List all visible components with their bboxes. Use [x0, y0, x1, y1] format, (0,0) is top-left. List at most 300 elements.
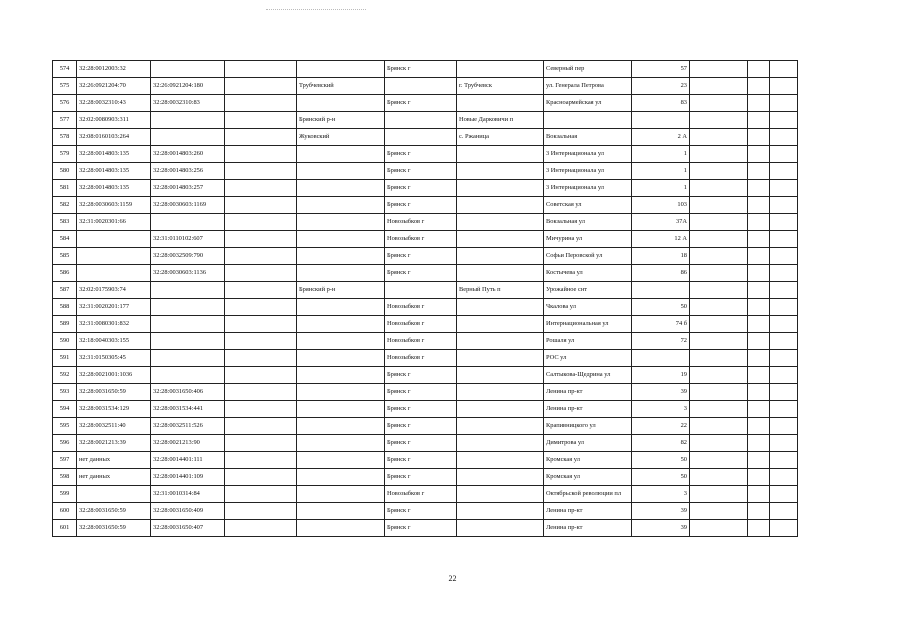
settlement-cell: [457, 418, 544, 435]
cadastral-number-2-cell: [151, 367, 225, 384]
house-number-cell: 37А: [632, 214, 690, 231]
cadastral-number-2-cell: 32:28:0014401:111: [151, 452, 225, 469]
empty-cell: [690, 163, 748, 180]
house-number-cell: 50: [632, 299, 690, 316]
cadastral-number-2-cell: [151, 112, 225, 129]
empty-cell: [690, 129, 748, 146]
settlement-cell: [457, 95, 544, 112]
city-cell: Брянск г: [385, 435, 457, 452]
district-cell: [297, 469, 385, 486]
table-row: [53, 163, 826, 180]
street-cell: Чкалова ул: [544, 299, 632, 316]
city-cell: Новозыбков г: [385, 486, 457, 503]
cadastral-number-2-cell: 32:26:0921204:180: [151, 78, 225, 95]
city-cell: [385, 129, 457, 146]
row-number-cell: 584: [53, 231, 77, 248]
empty-cell: [225, 401, 297, 418]
empty-cell: [748, 384, 770, 401]
empty-cell: [770, 197, 798, 214]
city-cell: Брянск г: [385, 367, 457, 384]
district-cell: [297, 520, 385, 537]
city-cell: Брянск г: [385, 248, 457, 265]
empty-cell: [690, 367, 748, 384]
street-cell: Салтыкова-Щедрина ул: [544, 367, 632, 384]
empty-cell: [690, 265, 748, 282]
empty-cell: [690, 95, 748, 112]
row-number-cell: 591: [53, 350, 77, 367]
cadastral-number-2-cell: [151, 129, 225, 146]
empty-cell: [690, 486, 748, 503]
district-cell: [297, 265, 385, 282]
house-number-cell: [632, 282, 690, 299]
house-number-cell: 39: [632, 503, 690, 520]
settlement-cell: с. Ржаница: [457, 129, 544, 146]
street-cell: 3 Интернационала ул: [544, 180, 632, 197]
table-row: [53, 282, 826, 299]
empty-cell: [748, 333, 770, 350]
row-number-cell: 589: [53, 316, 77, 333]
empty-cell: [770, 146, 798, 163]
empty-cell: [225, 299, 297, 316]
empty-cell: [748, 435, 770, 452]
empty-cell: [225, 367, 297, 384]
city-cell: Новозыбков г: [385, 231, 457, 248]
empty-cell: [748, 452, 770, 469]
empty-cell: [748, 520, 770, 537]
empty-cell: [690, 231, 748, 248]
street-cell: Димитрова ул: [544, 435, 632, 452]
table-row: [53, 384, 826, 401]
district-cell: [297, 316, 385, 333]
house-number-cell: 3: [632, 401, 690, 418]
table-row: [53, 367, 826, 384]
empty-cell: [225, 503, 297, 520]
row-number-cell: 578: [53, 129, 77, 146]
table-row: [53, 112, 826, 129]
cadastral-number-2-cell: [151, 299, 225, 316]
row-number-cell: 588: [53, 299, 77, 316]
empty-cell: [748, 214, 770, 231]
city-cell: Брянск г: [385, 197, 457, 214]
district-cell: [297, 180, 385, 197]
row-number-cell: 596: [53, 435, 77, 452]
street-cell: Ленина пр-кт: [544, 384, 632, 401]
empty-cell: [225, 265, 297, 282]
cadastral-number-2-cell: 32:28:0014803:257: [151, 180, 225, 197]
cadastral-number-2-cell: [151, 333, 225, 350]
empty-cell: [770, 78, 798, 95]
cadastral-number-2-cell: 32:28:0032310:83: [151, 95, 225, 112]
property-registry-table: [52, 60, 826, 537]
empty-cell: [225, 78, 297, 95]
street-cell: Крапивницкого ул: [544, 418, 632, 435]
cadastral-number-2-cell: 32:31:0010314:84: [151, 486, 225, 503]
empty-cell: [770, 452, 798, 469]
empty-cell: [690, 299, 748, 316]
empty-cell: [690, 78, 748, 95]
street-cell: [544, 112, 632, 129]
empty-cell: [690, 520, 748, 537]
row-number-cell: 579: [53, 146, 77, 163]
cadastral-number-cell: 32:28:0014803:135: [77, 163, 151, 180]
empty-cell: [225, 197, 297, 214]
cadastral-number-2-cell: 32:28:0030603:1136: [151, 265, 225, 282]
cadastral-number-cell: нет данных: [77, 469, 151, 486]
empty-cell: [690, 112, 748, 129]
street-cell: Кромская ул: [544, 469, 632, 486]
table-row: [53, 469, 826, 486]
street-cell: Костычева ул: [544, 265, 632, 282]
table-row: [53, 231, 826, 248]
settlement-cell: [457, 214, 544, 231]
row-number-cell: 585: [53, 248, 77, 265]
empty-cell: [770, 316, 798, 333]
cadastral-number-2-cell: [151, 61, 225, 78]
district-cell: [297, 350, 385, 367]
empty-cell: [225, 214, 297, 231]
empty-cell: [748, 112, 770, 129]
table-row: [53, 316, 826, 333]
empty-cell: [770, 435, 798, 452]
city-cell: Брянск г: [385, 401, 457, 418]
house-number-cell: 50: [632, 469, 690, 486]
empty-cell: [748, 231, 770, 248]
empty-cell: [770, 231, 798, 248]
empty-cell: [748, 129, 770, 146]
house-number-cell: 22: [632, 418, 690, 435]
city-cell: Брянск г: [385, 520, 457, 537]
city-cell: Брянск г: [385, 180, 457, 197]
empty-cell: [770, 248, 798, 265]
empty-cell: [690, 316, 748, 333]
cadastral-number-cell: 32:28:0031650:59: [77, 520, 151, 537]
street-cell: Вокзальная ул: [544, 214, 632, 231]
cadastral-number-2-cell: 32:28:0014803:260: [151, 146, 225, 163]
street-cell: Интернациональная ул: [544, 316, 632, 333]
house-number-cell: 23: [632, 78, 690, 95]
settlement-cell: [457, 503, 544, 520]
house-number-cell: 19: [632, 367, 690, 384]
empty-cell: [225, 486, 297, 503]
cadastral-number-2-cell: 32:28:0032511:526: [151, 418, 225, 435]
empty-cell: [748, 299, 770, 316]
empty-cell: [225, 350, 297, 367]
empty-cell: [748, 486, 770, 503]
empty-cell: [748, 316, 770, 333]
empty-cell: [225, 316, 297, 333]
settlement-cell: [457, 435, 544, 452]
table-row: [53, 146, 826, 163]
settlement-cell: [457, 486, 544, 503]
settlement-cell: [457, 333, 544, 350]
settlement-cell: [457, 265, 544, 282]
cadastral-number-2-cell: 32:28:0014401:109: [151, 469, 225, 486]
empty-cell: [690, 180, 748, 197]
table-row: [53, 418, 826, 435]
district-cell: Трубчевский: [297, 78, 385, 95]
empty-cell: [770, 469, 798, 486]
settlement-cell: Верный Путь п: [457, 282, 544, 299]
street-cell: Ленина пр-кт: [544, 401, 632, 418]
empty-cell: [770, 503, 798, 520]
empty-cell: [748, 503, 770, 520]
empty-cell: [690, 61, 748, 78]
empty-cell: [748, 350, 770, 367]
house-number-cell: 74 б: [632, 316, 690, 333]
cadastral-number-cell: [77, 486, 151, 503]
district-cell: [297, 248, 385, 265]
empty-cell: [748, 265, 770, 282]
settlement-cell: [457, 350, 544, 367]
cadastral-number-cell: 32:08:0160103:264: [77, 129, 151, 146]
empty-cell: [225, 452, 297, 469]
street-cell: Северный пер: [544, 61, 632, 78]
table-row: [53, 435, 826, 452]
empty-cell: [225, 248, 297, 265]
empty-cell: [748, 180, 770, 197]
table-row: [53, 265, 826, 282]
cadastral-number-2-cell: [151, 316, 225, 333]
cadastral-number-cell: 32:31:0150305:45: [77, 350, 151, 367]
street-cell: Софьи Перовской ул: [544, 248, 632, 265]
empty-cell: [770, 214, 798, 231]
district-cell: [297, 214, 385, 231]
cadastral-number-cell: 32:28:0014803:135: [77, 146, 151, 163]
row-number-cell: 581: [53, 180, 77, 197]
cadastral-number-cell: 32:18:0040303:155: [77, 333, 151, 350]
settlement-cell: [457, 146, 544, 163]
cadastral-number-cell: 32:28:0030603:1159: [77, 197, 151, 214]
district-cell: [297, 435, 385, 452]
cadastral-number-2-cell: 32:28:0031650:406: [151, 384, 225, 401]
table-row: [53, 503, 826, 520]
cadastral-number-cell: 32:31:0020201:177: [77, 299, 151, 316]
empty-cell: [748, 282, 770, 299]
row-number-cell: 583: [53, 214, 77, 231]
cadastral-number-cell: 32:31:0020301:66: [77, 214, 151, 231]
empty-cell: [770, 61, 798, 78]
page-number: 22: [448, 574, 457, 583]
street-cell: Мичурина ул: [544, 231, 632, 248]
cadastral-number-cell: 32:28:0012003:32: [77, 61, 151, 78]
table-row: [53, 78, 826, 95]
district-cell: [297, 299, 385, 316]
row-number-cell: 600: [53, 503, 77, 520]
district-cell: [297, 146, 385, 163]
street-cell: Советская ул: [544, 197, 632, 214]
empty-cell: [225, 418, 297, 435]
district-cell: [297, 452, 385, 469]
settlement-cell: [457, 248, 544, 265]
empty-cell: [770, 282, 798, 299]
district-cell: [297, 231, 385, 248]
row-number-cell: 575: [53, 78, 77, 95]
empty-cell: [748, 248, 770, 265]
row-number-cell: 594: [53, 401, 77, 418]
street-cell: ул. Генерала Петрова: [544, 78, 632, 95]
empty-cell: [690, 384, 748, 401]
house-number-cell: 39: [632, 384, 690, 401]
empty-cell: [225, 180, 297, 197]
empty-cell: [748, 163, 770, 180]
street-cell: 3 Интернационала ул: [544, 146, 632, 163]
empty-cell: [690, 350, 748, 367]
district-cell: Жуковский: [297, 129, 385, 146]
row-number-cell: 580: [53, 163, 77, 180]
empty-cell: [770, 486, 798, 503]
street-cell: 3 Интернационала ул: [544, 163, 632, 180]
city-cell: [385, 78, 457, 95]
district-cell: [297, 503, 385, 520]
cadastral-number-cell: 32:28:0032511:40: [77, 418, 151, 435]
settlement-cell: [457, 469, 544, 486]
row-number-cell: 592: [53, 367, 77, 384]
cadastral-number-cell: 32:28:0031534:129: [77, 401, 151, 418]
empty-cell: [770, 333, 798, 350]
table-row: [53, 333, 826, 350]
settlement-cell: [457, 384, 544, 401]
cadastral-number-cell: 32:02:0080903:311: [77, 112, 151, 129]
district-cell: [297, 384, 385, 401]
empty-cell: [770, 418, 798, 435]
empty-cell: [770, 350, 798, 367]
empty-cell: [748, 367, 770, 384]
empty-cell: [748, 469, 770, 486]
empty-cell: [225, 61, 297, 78]
table-row: [53, 95, 826, 112]
street-cell: Рошаля ул: [544, 333, 632, 350]
table-row: [53, 299, 826, 316]
table-row: [53, 197, 826, 214]
row-number-cell: 590: [53, 333, 77, 350]
district-cell: [297, 418, 385, 435]
house-number-cell: 82: [632, 435, 690, 452]
empty-cell: [770, 299, 798, 316]
empty-cell: [225, 384, 297, 401]
cadastral-number-2-cell: 32:28:0014803:256: [151, 163, 225, 180]
row-number-cell: 597: [53, 452, 77, 469]
empty-cell: [225, 469, 297, 486]
city-cell: [385, 282, 457, 299]
empty-cell: [770, 384, 798, 401]
cadastral-number-cell: 32:02:0175903:74: [77, 282, 151, 299]
empty-cell: [748, 95, 770, 112]
row-number-cell: 576: [53, 95, 77, 112]
city-cell: Брянск г: [385, 163, 457, 180]
city-cell: Новозыбков г: [385, 350, 457, 367]
empty-cell: [748, 401, 770, 418]
empty-cell: [770, 95, 798, 112]
empty-cell: [690, 435, 748, 452]
table-row: [53, 486, 826, 503]
table-row: [53, 129, 826, 146]
city-cell: Брянск г: [385, 61, 457, 78]
cadastral-number-cell: [77, 265, 151, 282]
row-number-cell: 601: [53, 520, 77, 537]
empty-cell: [748, 78, 770, 95]
empty-cell: [690, 503, 748, 520]
district-cell: Брянский р-н: [297, 282, 385, 299]
empty-cell: [770, 112, 798, 129]
empty-cell: [748, 418, 770, 435]
house-number-cell: 86: [632, 265, 690, 282]
cadastral-number-2-cell: 32:28:0032509:790: [151, 248, 225, 265]
cadastral-number-2-cell: [151, 282, 225, 299]
cadastral-number-2-cell: 32:28:0031534:441: [151, 401, 225, 418]
empty-cell: [690, 469, 748, 486]
house-number-cell: 12 А: [632, 231, 690, 248]
house-number-cell: 39: [632, 520, 690, 537]
table-row: [53, 452, 826, 469]
cadastral-number-2-cell: 32:28:0031650:407: [151, 520, 225, 537]
row-number-cell: 582: [53, 197, 77, 214]
street-cell: Ленина пр-кт: [544, 503, 632, 520]
empty-cell: [225, 520, 297, 537]
cadastral-number-2-cell: 32:28:0031650:409: [151, 503, 225, 520]
settlement-cell: [457, 180, 544, 197]
empty-cell: [748, 197, 770, 214]
house-number-cell: [632, 112, 690, 129]
cadastral-number-cell: 32:28:0031650:59: [77, 503, 151, 520]
empty-cell: [690, 248, 748, 265]
empty-cell: [690, 418, 748, 435]
row-number-cell: 586: [53, 265, 77, 282]
city-cell: Новозыбков г: [385, 214, 457, 231]
city-cell: Брянск г: [385, 146, 457, 163]
district-cell: [297, 333, 385, 350]
empty-cell: [690, 146, 748, 163]
cadastral-number-2-cell: 32:31:0110102:607: [151, 231, 225, 248]
empty-cell: [770, 129, 798, 146]
city-cell: Брянск г: [385, 265, 457, 282]
district-cell: [297, 197, 385, 214]
empty-cell: [748, 146, 770, 163]
city-cell: Брянск г: [385, 95, 457, 112]
empty-cell: [770, 163, 798, 180]
empty-cell: [690, 282, 748, 299]
settlement-cell: Новые Дарковичи п: [457, 112, 544, 129]
cadastral-number-cell: 32:28:0014803:135: [77, 180, 151, 197]
empty-cell: [225, 231, 297, 248]
settlement-cell: [457, 316, 544, 333]
row-number-cell: 595: [53, 418, 77, 435]
cadastral-number-2-cell: [151, 350, 225, 367]
row-number-cell: 587: [53, 282, 77, 299]
cadastral-number-cell: 32:28:0021213:39: [77, 435, 151, 452]
house-number-cell: 1: [632, 146, 690, 163]
scan-artifact-line: [266, 9, 366, 10]
house-number-cell: 50: [632, 452, 690, 469]
house-number-cell: 3: [632, 486, 690, 503]
settlement-cell: [457, 231, 544, 248]
district-cell: [297, 486, 385, 503]
row-number-cell: 574: [53, 61, 77, 78]
house-number-cell: 2 А: [632, 129, 690, 146]
table-row: [53, 214, 826, 231]
house-number-cell: [632, 350, 690, 367]
empty-cell: [225, 435, 297, 452]
settlement-cell: [457, 401, 544, 418]
house-number-cell: 18: [632, 248, 690, 265]
table-row: [53, 248, 826, 265]
empty-cell: [770, 367, 798, 384]
empty-cell: [770, 265, 798, 282]
city-cell: [385, 112, 457, 129]
empty-cell: [225, 282, 297, 299]
empty-cell: [748, 61, 770, 78]
empty-cell: [690, 214, 748, 231]
district-cell: [297, 95, 385, 112]
